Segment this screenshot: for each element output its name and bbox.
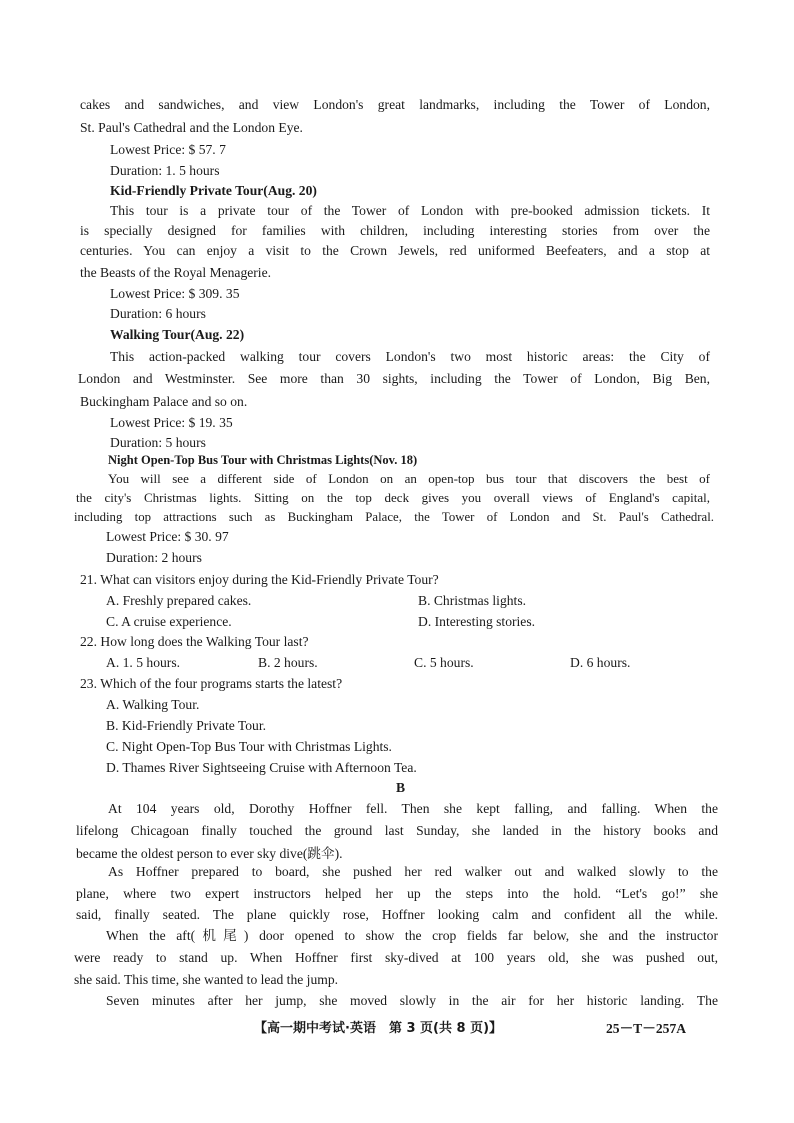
tour2-text-line: the Beasts of the Royal Menagerie. <box>80 265 272 280</box>
footer-title: 【高一期中考试·英语 第 3 页(共 8 页)】 <box>254 1021 503 1036</box>
tour2-text-line: This tour is a private tour of the Tower of London with pre-booked admission tickets. It <box>110 203 710 218</box>
footer-code: 25－T－257A <box>606 1021 687 1036</box>
question-23-option-a: A. Walking Tour. <box>106 697 200 712</box>
tour3-duration: Duration: 5 hours <box>110 435 206 450</box>
question-21-stem: 21. What can visitors enjoy during the Kid-Friendly Private Tour? <box>80 572 439 587</box>
tour2-price: Lowest Price: $ 309. 35 <box>110 286 240 301</box>
question-22-option-b: B. 2 hours. <box>258 655 318 670</box>
section-b-text-line: lifelong Chicagoan finally touched the ground last Sunday, she landed in the history books and <box>76 823 718 838</box>
tour4-text-line: You will see a different side of London on an open-top bus tour that discovers the best of <box>108 471 710 486</box>
section-b-text-line: said, finally seated. The plane quickly rose, Hoffner looking calm and confident all the while. <box>76 907 718 922</box>
tour1-duration: Duration: 1. 5 hours <box>110 163 220 178</box>
tour3-text-line: London and Westminster. See more than 30 sights, including the Tower of London, Big Ben, <box>78 371 710 386</box>
tour4-price: Lowest Price: $ 30. 97 <box>106 529 229 544</box>
question-22-option-a: A. 1. 5 hours. <box>106 655 181 670</box>
tour4-text-line: the city's Christmas lights. Sitting on the top deck gives you overall views of England's capital, <box>76 490 710 505</box>
section-b-text-line: Seven minutes after her jump, she moved slowly in the air for her historic landing. The <box>106 993 718 1008</box>
section-b-heading: B <box>396 780 406 795</box>
tour1-text-line: St. Paul's Cathedral and the London Eye. <box>80 120 303 135</box>
question-21-option-b: B. Christmas lights. <box>418 593 527 608</box>
question-23-option-d: D. Thames River Sightseeing Cruise with Afternoon Tea. <box>106 760 417 775</box>
tour4-title: Night Open-Top Bus Tour with Christmas Lights(Nov. 18) <box>108 453 418 467</box>
question-23-option-b: B. Kid-Friendly Private Tour. <box>106 718 267 733</box>
tour3-text-line: Buckingham Palace and so on. <box>80 394 248 409</box>
section-b-text-line: she said. This time, she wanted to lead the jump. <box>74 972 339 987</box>
question-23-stem: 23. Which of the four programs starts the latest? <box>80 676 343 691</box>
tour3-title: Walking Tour(Aug. 22) <box>110 327 245 342</box>
question-23-option-c: C. Night Open-Top Bus Tour with Christmas Lights. <box>106 739 392 754</box>
tour2-text-line: is specially designed for families with children, including interesting stories from over the <box>80 223 710 238</box>
question-21-option-d: D. Interesting stories. <box>418 614 536 629</box>
tour2-title: Kid-Friendly Private Tour(Aug. 20) <box>110 183 317 198</box>
tour4-text-line: including top attractions such as Buckingham Palace, the Tower of London and St. Paul's Cathedral. <box>74 510 714 524</box>
section-b-text-line: As Hoffner prepared to board, she pushed her red walker out and walked slowly to the <box>108 864 718 879</box>
tour1-text-line: cakes and sandwiches, and view London's great landmarks, including the Tower of London, <box>80 97 710 112</box>
tour3-text-line: This action-packed walking tour covers London's two most historic areas: the City of <box>110 349 710 364</box>
question-22-stem: 22. How long does the Walking Tour last? <box>80 634 309 649</box>
section-b-text-line: At 104 years old, Dorothy Hoffner fell. Then she kept falling, and falling. When the <box>108 801 718 816</box>
section-b-text-line: were ready to stand up. When Hoffner first sky-dived at 100 years old, she was pushed out, <box>74 950 718 965</box>
section-b-text-line: became the oldest person to ever sky dive(跳伞). <box>76 846 343 861</box>
tour2-duration: Duration: 6 hours <box>110 306 206 321</box>
tour2-text-line: centuries. You can enjoy a visit to the Crown Jewels, red uniformed Beefeaters, and a stop at <box>80 243 710 258</box>
question-22-option-d: D. 6 hours. <box>570 655 631 670</box>
tour1-price: Lowest Price: $ 57. 7 <box>110 142 226 157</box>
question-21-option-a: A. Freshly prepared cakes. <box>106 593 252 608</box>
question-22-option-c: C. 5 hours. <box>414 655 474 670</box>
section-b-text-line: When the aft(机尾) door opened to show the crop fields far below, she and the instructor <box>106 928 718 943</box>
tour3-price: Lowest Price: $ 19. 35 <box>110 415 233 430</box>
section-b-text-line: plane, where two expert instructors helped her up the steps into the hold. “Let's go!” she <box>76 886 718 901</box>
tour4-duration: Duration: 2 hours <box>106 550 202 565</box>
question-21-option-c: C. A cruise experience. <box>106 614 232 629</box>
